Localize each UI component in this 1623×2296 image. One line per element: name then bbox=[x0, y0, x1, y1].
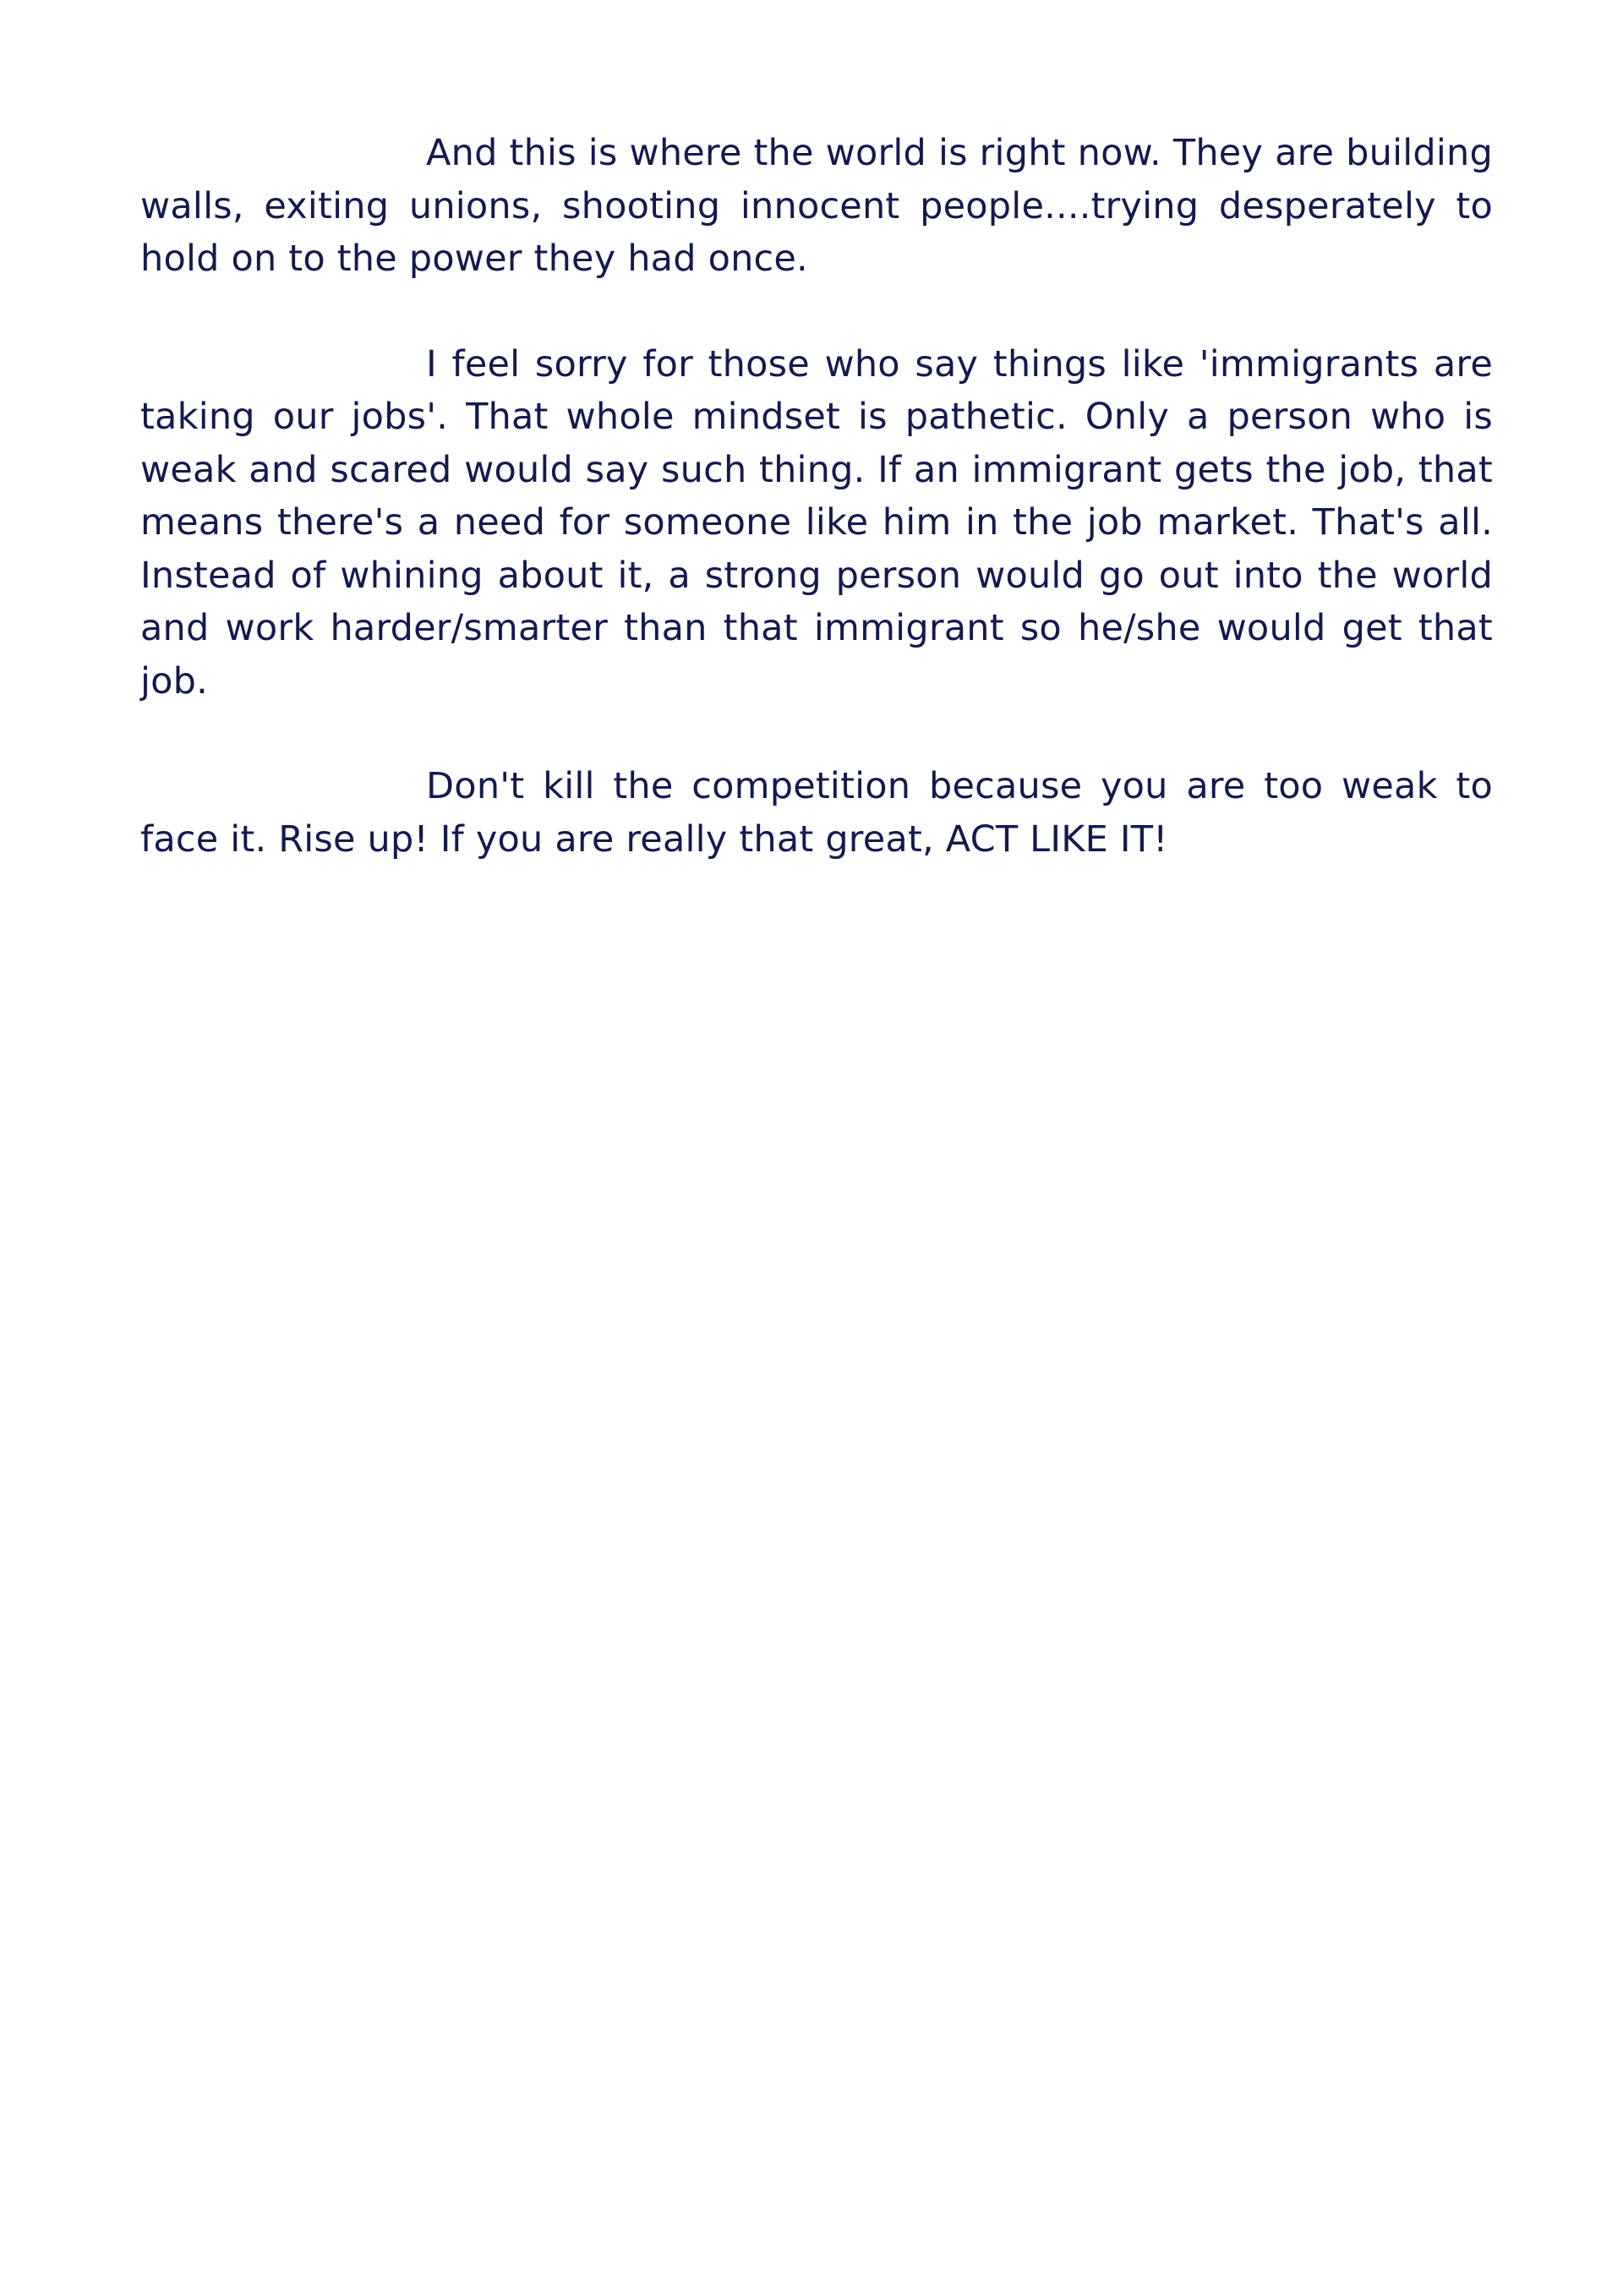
paragraph-rise-up: Don't kill the competition because you are too weak to face it. Rise up! If you are really that great, ACT LIKE IT! bbox=[140, 765, 1493, 861]
document-body bbox=[140, 127, 1493, 918]
paragraph-world-right-now: And this is where the world is right now. They are building walls, exiting unions, shooting innocent people....trying desperately to hold on to the power they had once. bbox=[140, 132, 1493, 280]
paragraph-immigrants-jobs: I feel sorry for those who say things like 'immigrants are taking our jobs'. That whole mindset is pathetic. Only a person who is weak and scared would say such thing. If an immigrant gets the job, that means there's a need for someone like him in the job market. That's all. Instead of whining about it, a strong person would go out into the world and work harder/smarter than that immigrant so he/she would get that job. bbox=[140, 342, 1493, 702]
